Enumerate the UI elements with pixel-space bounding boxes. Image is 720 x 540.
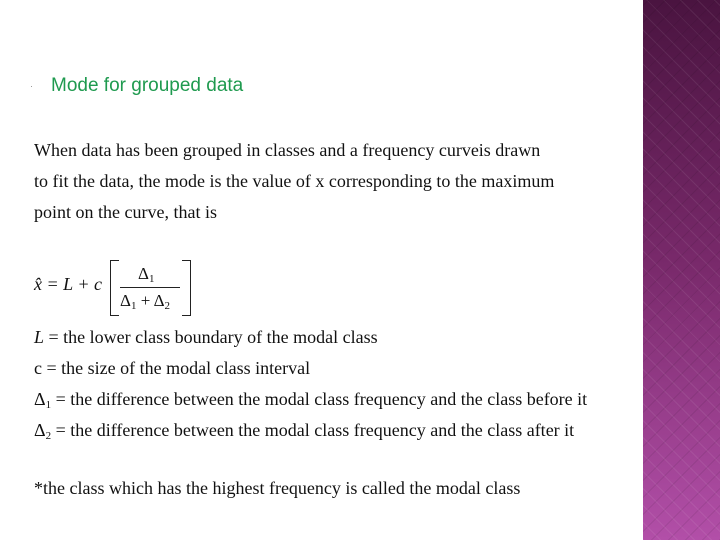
definition-symbol: Δ [34, 389, 46, 409]
definition-equals: = [51, 420, 71, 440]
definition-item [34, 353, 674, 384]
formula-lhs [34, 274, 102, 295]
definition-symbol: c [34, 358, 42, 378]
formula-lhs-rest: = L + c [42, 274, 102, 294]
definition-symbol: L [34, 327, 45, 347]
left-bracket [110, 260, 119, 316]
fraction-line [120, 287, 180, 288]
delta-symbol: Δ [153, 291, 165, 310]
delta-subscript: 1 [130, 300, 137, 312]
paragraph-line: When data has been grouped in classes and a frequency curveis drawn [34, 140, 541, 160]
delta-subscript: 2 [164, 300, 171, 312]
definition-subscript: 1 [45, 399, 52, 411]
definition-text: the size of the modal class interval [61, 358, 311, 378]
footnote: *the class which has the highest frequency is called the modal class [34, 478, 521, 498]
formula-numerator [138, 264, 154, 285]
definition-item [34, 322, 674, 353]
paragraph-line: to fit the data, the mode is the value of x corresponding to the maximum [34, 171, 555, 191]
definition-equals: = [44, 327, 64, 347]
title-row [30, 72, 243, 100]
intro-paragraph [34, 135, 644, 228]
definition-equals: = [42, 358, 62, 378]
definition-item [34, 384, 674, 415]
delta-symbol: Δ [138, 264, 149, 283]
definition-text: the difference between the modal class frequency and the class after it [70, 420, 575, 440]
definition-equals: = [51, 389, 71, 409]
decorative-side-band [643, 0, 720, 540]
right-bracket [182, 260, 191, 316]
definitions-list [34, 322, 674, 446]
definition-item [34, 415, 674, 446]
definition-symbol: Δ [34, 420, 46, 440]
paragraph-line: point on the curve, that is [34, 202, 217, 222]
plus-sign: + [136, 291, 154, 310]
definition-text: the difference between the modal class frequency and the class before it [70, 389, 588, 409]
slide-title: Mode for grouped data [51, 75, 244, 96]
delta-subscript: 1 [148, 273, 155, 285]
formula-xhat: x̂ [34, 274, 42, 294]
definition-subscript: 2 [45, 430, 52, 442]
delta-symbol: Δ [120, 291, 131, 310]
definition-text: the lower class boundary of the modal class [63, 327, 378, 347]
bullet-icon: · [30, 80, 33, 91]
formula-denominator [120, 291, 170, 312]
